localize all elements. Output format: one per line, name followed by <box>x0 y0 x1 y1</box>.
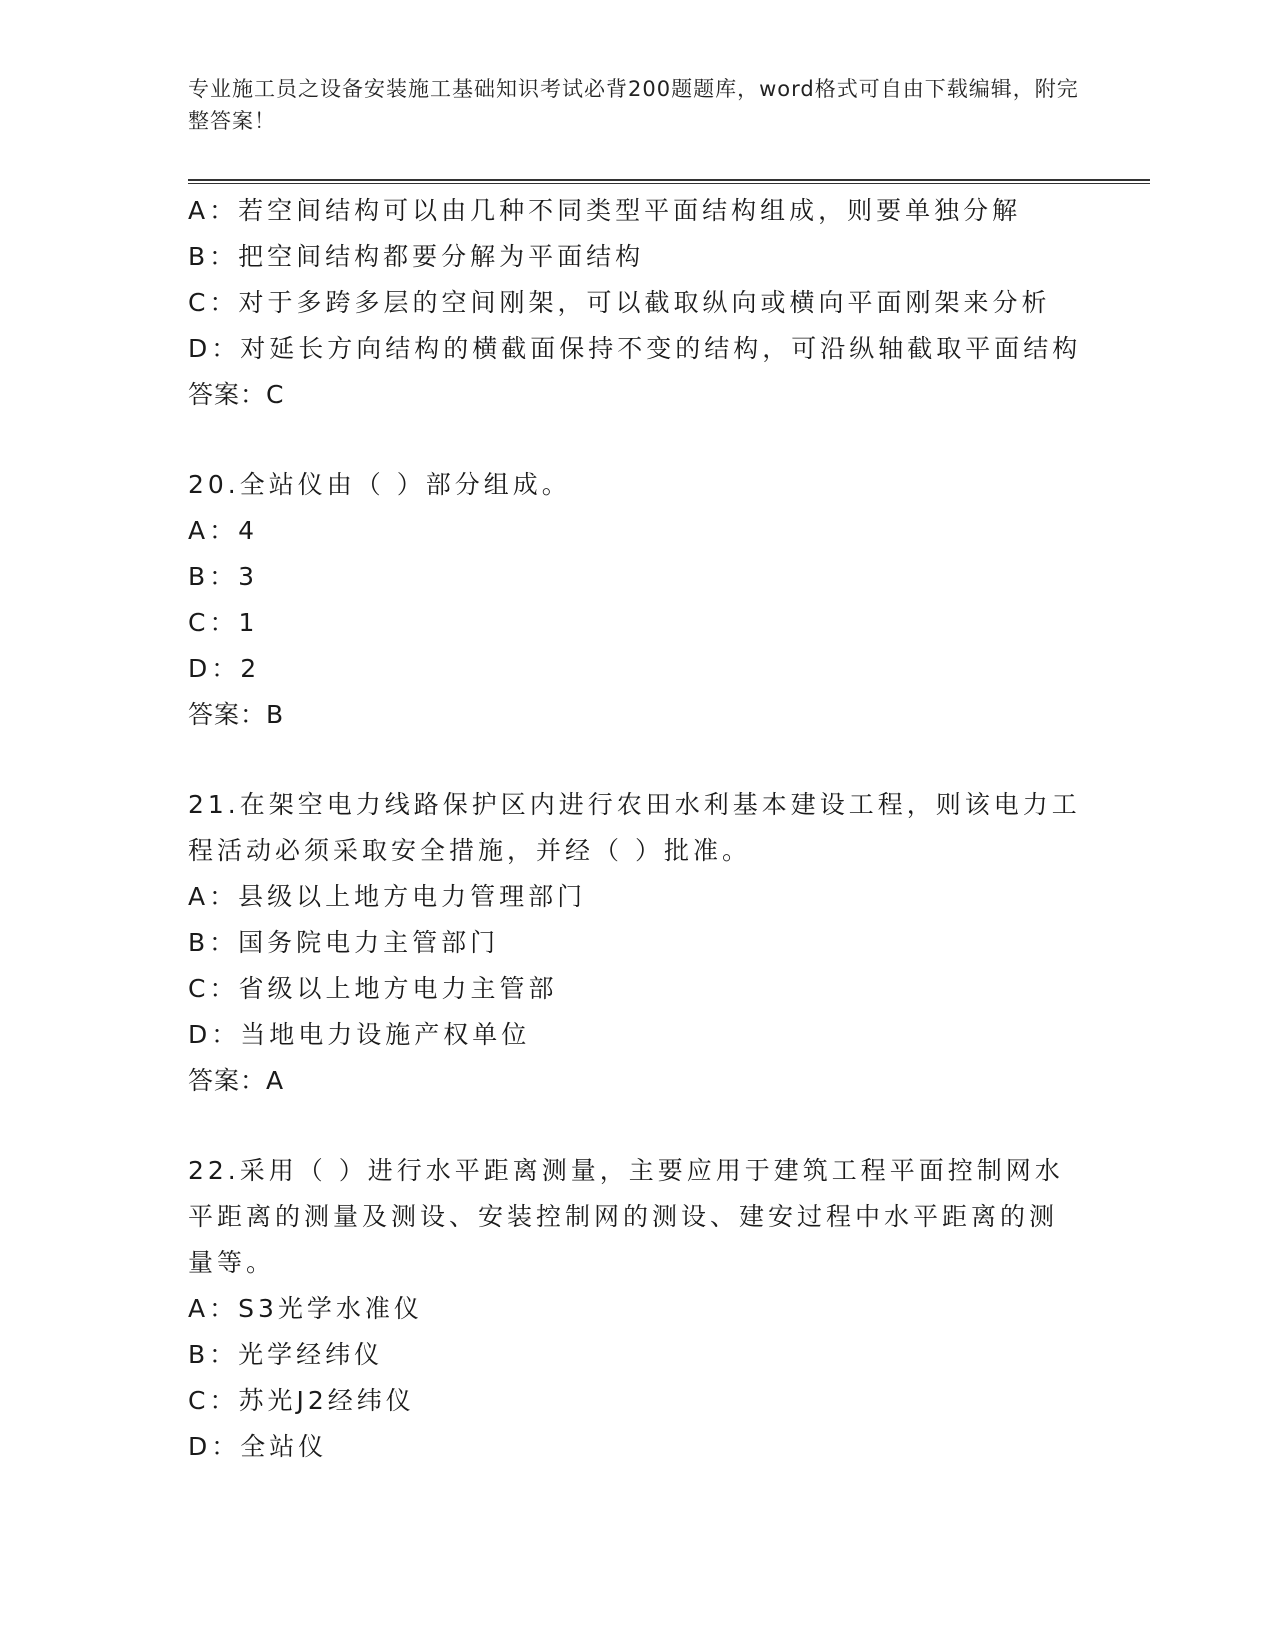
option-b: B：光学经纬仪 <box>188 1340 384 1369</box>
answer-line: 答案：B <box>188 700 285 729</box>
answer-line: 答案：C <box>188 380 285 409</box>
option-c: C：省级以上地方电力主管部 <box>188 974 558 1003</box>
question-22 <box>188 1148 1088 1470</box>
option-d: D：全站仪 <box>188 1432 328 1461</box>
question-21 <box>188 782 1088 1104</box>
question-19 <box>188 188 1088 418</box>
question-list <box>188 188 1088 1470</box>
option-a: A：若空间结构可以由几种不同类型平面结构组成，则要单独分解 <box>188 196 1022 225</box>
question-stem: 20.全站仪由（ ）部分组成。 <box>188 470 571 499</box>
option-d: D：对延长方向结构的横截面保持不变的结构，可沿纵轴截取平面结构 <box>188 334 1082 363</box>
answer-line: 答案：A <box>188 1066 285 1095</box>
option-d: D：2 <box>188 654 261 683</box>
question-stem-line: 量等。 <box>188 1248 276 1277</box>
question-stem-line: 程活动必须采取安全措施，并经（ ）批准。 <box>188 836 751 865</box>
option-d: D：当地电力设施产权单位 <box>188 1020 531 1049</box>
question-stem-line: 平距离的测量及测设、安装控制网的测设、建安过程中水平距离的测 <box>188 1202 1059 1231</box>
option-a: A：4 <box>188 516 259 545</box>
header-divider <box>188 179 1150 184</box>
question-stem-line: 21.在架空电力线路保护区内进行农田水利基本建设工程，则该电力工 <box>188 790 1081 819</box>
option-b: B：3 <box>188 562 259 591</box>
option-a: A：S3光学水准仪 <box>188 1294 423 1323</box>
option-c: C：1 <box>188 608 259 637</box>
option-c: C：苏光J2经纬仪 <box>188 1386 415 1415</box>
question-20 <box>188 462 1088 738</box>
option-c: C：对于多跨多层的空间刚架，可以截取纵向或横向平面刚架来分析 <box>188 288 1051 317</box>
question-stem-line: 22.采用（ ）进行水平距离测量，主要应用于建筑工程平面控制网水 <box>188 1156 1064 1185</box>
option-a: A：县级以上地方电力管理部门 <box>188 882 587 911</box>
document-header: 专业施工员之设备安装施工基础知识考试必背200题题库，word格式可自由下载编辑，附完整答案！ <box>188 77 1079 133</box>
option-b: B：把空间结构都要分解为平面结构 <box>188 242 645 271</box>
option-b: B：国务院电力主管部门 <box>188 928 500 957</box>
